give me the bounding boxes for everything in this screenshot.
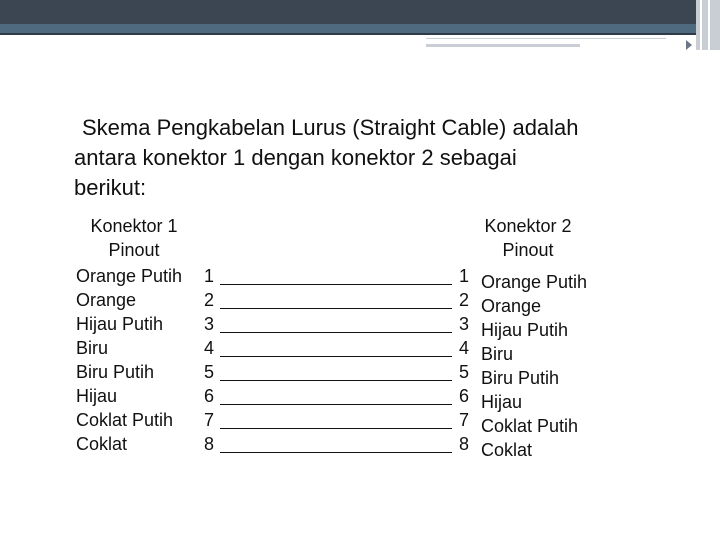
wire-color-label: Coklat Putih — [76, 410, 174, 430]
connection-line — [220, 308, 452, 309]
wire-color-label: Biru Putih — [481, 368, 560, 388]
wire-color-label: Hijau Putih — [481, 320, 569, 340]
pin-number: 3 — [459, 314, 470, 334]
pin-number: 7 — [459, 410, 470, 430]
intro-paragraph — [74, 113, 664, 203]
header-title: Konektor 1 — [90, 216, 178, 236]
pin-number: 2 — [204, 290, 215, 310]
header-subtitle: Pinout — [108, 240, 160, 260]
connection-line — [220, 428, 452, 429]
pin-number: 3 — [204, 314, 215, 334]
intro-line: Skema Pengkabelan Lurus (Straight Cable) adalah — [82, 115, 579, 140]
header-accent-strip — [0, 24, 720, 33]
connector-1-header — [69, 214, 199, 262]
header-title: Konektor 2 — [484, 216, 572, 236]
connector-1-colors — [76, 264, 182, 456]
wire-color-label: Orange — [481, 296, 542, 316]
wire-color-label: Orange Putih — [481, 272, 588, 292]
intro-line: antara konektor 1 dengan konektor 2 sebagai — [74, 145, 517, 170]
pin-number: 6 — [459, 386, 470, 406]
wire-color-label: Biru — [481, 344, 514, 364]
pin-number: 8 — [204, 434, 215, 454]
wire-color-label: Coklat — [481, 440, 533, 460]
pin-number: 5 — [459, 362, 470, 382]
arrow-marker-icon — [686, 40, 692, 50]
corner-decoration — [696, 0, 720, 50]
wire-color-label: Coklat Putih — [481, 416, 579, 436]
wire-color-label: Orange Putih — [76, 266, 183, 286]
connector-1-pins — [204, 264, 214, 456]
pin-number: 7 — [204, 410, 215, 430]
connection-line — [220, 284, 452, 285]
wire-color-label: Hijau — [76, 386, 118, 406]
connector-2-pins — [459, 264, 469, 456]
connection-line — [220, 380, 452, 381]
pin-number: 1 — [459, 266, 470, 286]
pin-number: 5 — [204, 362, 215, 382]
wire-color-label: Coklat — [76, 434, 128, 454]
pin-number: 2 — [459, 290, 470, 310]
header-divider — [0, 33, 720, 35]
pin-number: 4 — [459, 338, 470, 358]
wire-color-label: Biru Putih — [76, 362, 155, 382]
connection-line — [220, 356, 452, 357]
wire-color-label: Orange — [76, 290, 137, 310]
wire-color-label: Hijau Putih — [76, 314, 164, 334]
pin-number: 1 — [204, 266, 215, 286]
connection-line — [220, 452, 452, 453]
wire-color-label: Hijau — [481, 392, 523, 412]
intro-line: berikut: — [74, 175, 147, 200]
decorative-line — [426, 38, 666, 39]
connector-2-colors — [481, 270, 587, 462]
connection-line — [220, 332, 452, 333]
header-bar — [0, 0, 720, 24]
pin-number: 6 — [204, 386, 215, 406]
connection-line — [220, 404, 452, 405]
pin-number: 8 — [459, 434, 470, 454]
decorative-line — [426, 44, 580, 47]
connector-2-header — [463, 214, 593, 262]
pin-number: 4 — [204, 338, 215, 358]
wire-color-label: Biru — [76, 338, 109, 358]
header-subtitle: Pinout — [502, 240, 554, 260]
